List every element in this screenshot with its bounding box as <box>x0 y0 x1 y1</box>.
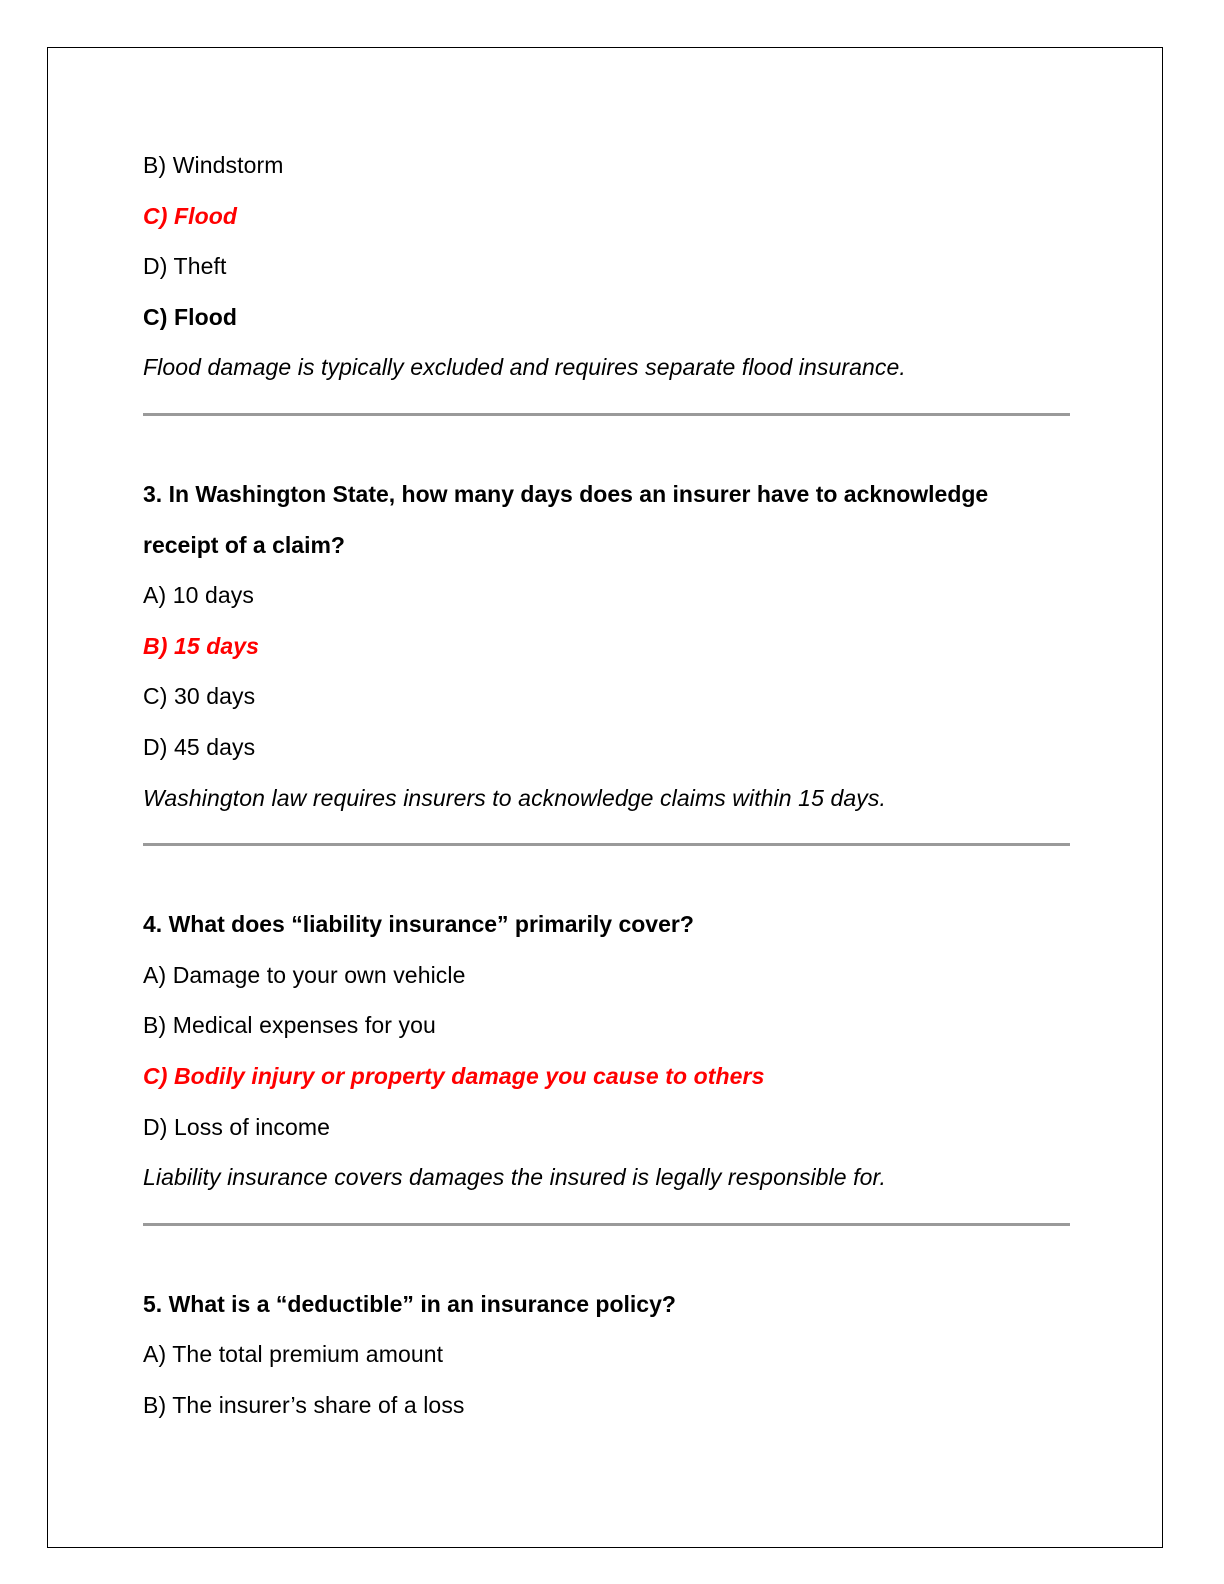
option-d: D) 45 days <box>143 733 256 760</box>
option-c-correct: C) Flood <box>143 202 238 229</box>
option-b-correct: B) 15 days <box>143 632 260 659</box>
document-content <box>143 140 1073 1430</box>
option-c: C) 30 days <box>143 683 256 710</box>
explanation: Washington law requires insurers to acknowledge claims within 15 days. <box>143 784 886 811</box>
question-title <box>143 469 1073 570</box>
option-d: D) Theft <box>143 253 227 280</box>
question-title: 4. What does “liability insurance” primarily cover? <box>143 911 694 938</box>
explanation: Liability insurance covers damages the insured is legally responsible for. <box>143 1164 886 1191</box>
option-b: B) Medical expenses for you <box>143 1012 436 1039</box>
option-a: A) 10 days <box>143 582 254 609</box>
question-2-continuation <box>143 140 1073 393</box>
question-5 <box>143 1279 1073 1431</box>
explanation: Flood damage is typically excluded and requires separate flood insurance. <box>143 354 906 381</box>
separator <box>143 1223 1073 1251</box>
option-b: B) Windstorm <box>143 152 284 178</box>
question-3 <box>143 469 1073 823</box>
option-b: B) The insurer’s share of a loss <box>143 1391 465 1418</box>
question-title-line-1: 3. In Washington State, how many days does an insurer have to acknowledge <box>143 480 989 507</box>
question-4 <box>143 899 1073 1203</box>
question-title-line-2: receipt of a claim? <box>143 531 345 558</box>
option-a: A) The total premium amount <box>143 1341 444 1368</box>
separator <box>143 843 1073 871</box>
option-d: D) Loss of income <box>143 1113 331 1140</box>
question-title: 5. What is a “deductible” in an insurance policy? <box>143 1290 676 1317</box>
option-c-correct: C) Bodily injury or property damage you cause to others <box>143 1062 765 1089</box>
separator <box>143 413 1073 441</box>
answer-label: C) Flood <box>143 303 238 330</box>
option-a: A) Damage to your own vehicle <box>143 961 466 988</box>
